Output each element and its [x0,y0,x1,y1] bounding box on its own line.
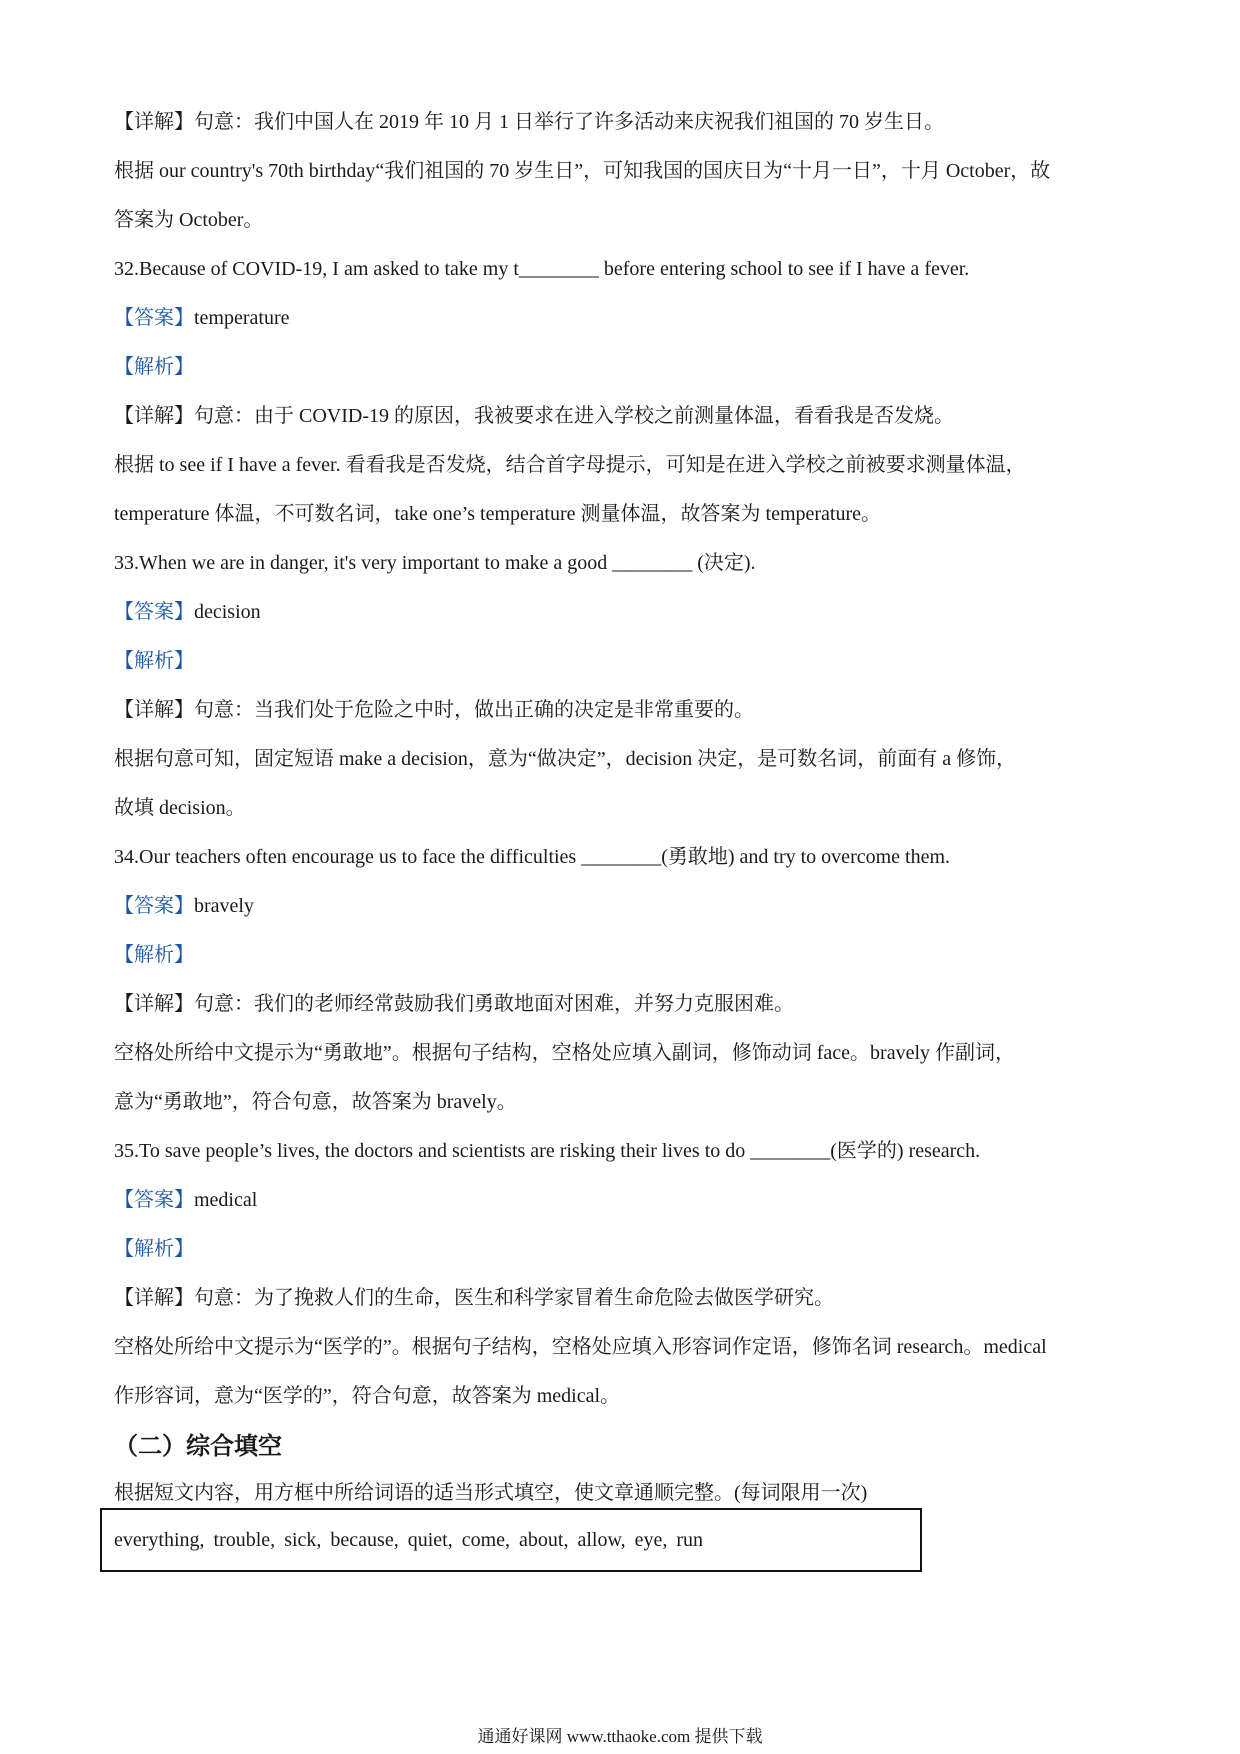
word-box-item: sick, [284,1529,322,1551]
line-text: 答案为 October。 [114,209,264,231]
line-q35-detail [114,1274,1134,1323]
word-box-item: allow, [577,1529,626,1551]
line-q31-explain-1 [114,147,1134,196]
line-q32-question [114,245,1134,294]
line-q33-answer [114,588,1134,637]
line-q34-explain-2 [114,1078,1134,1127]
line-q35-explain-1 [114,1323,1134,1372]
section-title: （二）综合填空 [114,1434,282,1460]
analysis-tag: 【解析】 [114,1238,194,1260]
line-text: 句意：为了挽救人们的生命，医生和科学家冒着生命危险去做医学研究。 [194,1287,834,1309]
detail-tag: 【详解】 [114,405,194,427]
line-q34-answer [114,882,1134,931]
line-text: 句意：由于 COVID-19 的原因，我被要求在进入学校之前测量体温，看看我是否发烧。 [194,405,954,427]
line-text: 34.Our teachers often encourage us to face the difficulties ________(勇敢地) and try to overcome them. [114,846,951,868]
analysis-tag: 【解析】 [114,944,194,966]
line-text: 故填 decision。 [114,797,246,819]
analysis-tag: 【解析】 [114,650,194,672]
word-box [100,1508,922,1572]
line-q34-question [114,833,1134,882]
line-text: 根据句意可知，固定短语 make a decision，意为“做决定”，decision 决定，是可数名词，前面有 a 修饰， [114,748,1017,770]
word-box-item: because, [330,1529,399,1551]
line-text: 意为“勇敢地”，符合句意，故答案为 bravely。 [114,1091,517,1113]
line-text: 32.Because of COVID-19, I am asked to take my t________ before entering school to see if I have a fever. [114,258,970,280]
line-q33-detail [114,686,1134,735]
word-box-item: come, [461,1529,511,1551]
page-footer: 通通好课网 www.tthaoke.com 提供下载 [477,1727,763,1746]
line-text: temperature [194,307,290,329]
line-q33-explain-2 [114,784,1134,833]
line-q32-explain-2 [114,490,1134,539]
detail-tag: 【详解】 [114,993,194,1015]
line-q33-analysis [114,637,1134,686]
detail-tag: 【详解】 [114,699,194,721]
word-box-item: run [676,1529,704,1551]
line-q32-answer [114,294,1134,343]
line-q35-analysis [114,1225,1134,1274]
line-text: 空格处所给中文提示为“医学的”。根据句子结构，空格处应填入形容词作定语，修饰名词 research。medical [114,1336,1047,1358]
line-text: 根据 to see if I have a fever. 看看我是否发烧，结合首字母提示，可知是在进入学校之前被要求测量体温， [114,454,1026,476]
detail-tag: 【详解】 [114,111,194,133]
line-q35-explain-2 [114,1372,1134,1421]
line-text: 句意：我们中国人在 2019 年 10 月 1 日举行了许多活动来庆祝我们祖国的 70 岁生日。 [194,111,944,133]
line-text: medical [194,1189,258,1211]
line-text: 空格处所给中文提示为“勇敢地”。根据句子结构，空格处应填入副词，修饰动词 face。bravely 作副词， [114,1042,1016,1064]
word-box-item: about, [519,1529,569,1551]
word-box-item: quiet, [407,1529,453,1551]
detail-tag: 【详解】 [114,1287,194,1309]
section-instruction: 根据短文内容，用方框中所给词语的适当形式填空，使文章通顺完整。(每词限用一次) [114,1482,868,1504]
text-lines [114,98,1134,1421]
line-text: bravely [194,895,254,917]
line-text: temperature 体温，不可数名词，take one’s temperature 测量体温，故答案为 temperature。 [114,503,882,525]
analysis-tag: 【解析】 [114,356,194,378]
answer-tag: 【答案】 [114,1189,194,1211]
line-q34-analysis [114,931,1134,980]
line-q35-answer [114,1176,1134,1225]
document-body [114,98,1134,1518]
answer-tag: 【答案】 [114,307,194,329]
line-q34-detail [114,980,1134,1029]
line-text: 35.To save people’s lives, the doctors and scientists are risking their lives to do ________(医学的) research. [114,1140,981,1162]
line-q35-question [114,1127,1134,1176]
word-list [114,1529,707,1551]
answer-tag: 【答案】 [114,601,194,623]
line-q31-explain-2 [114,196,1134,245]
line-q31-detail [114,98,1134,147]
word-box-item: everything, [114,1529,205,1551]
line-q33-question [114,539,1134,588]
line-q32-explain-1 [114,441,1134,490]
word-box-item: trouble, [213,1529,276,1551]
line-text: 作形容词，意为“医学的”，符合句意，故答案为 medical。 [114,1385,621,1407]
line-text: decision [194,601,261,623]
line-q34-explain-1 [114,1029,1134,1078]
line-text: 33.When we are in danger, it's very important to make a good ________ (决定). [114,552,756,574]
line-text: 句意：我们的老师经常鼓励我们勇敢地面对困难，并努力克服困难。 [194,993,794,1015]
word-box-item: eye, [634,1529,668,1551]
line-q32-analysis [114,343,1134,392]
line-q32-detail [114,392,1134,441]
line-text: 句意：当我们处于危险之中时，做出正确的决定是非常重要的。 [194,699,754,721]
answer-tag: 【答案】 [114,895,194,917]
line-q33-explain-1 [114,735,1134,784]
line-text: 根据 our country's 70th birthday“我们祖国的 70 岁生日”，可知我国的国庆日为“十月一日”，十月 October，故 [114,160,1051,182]
